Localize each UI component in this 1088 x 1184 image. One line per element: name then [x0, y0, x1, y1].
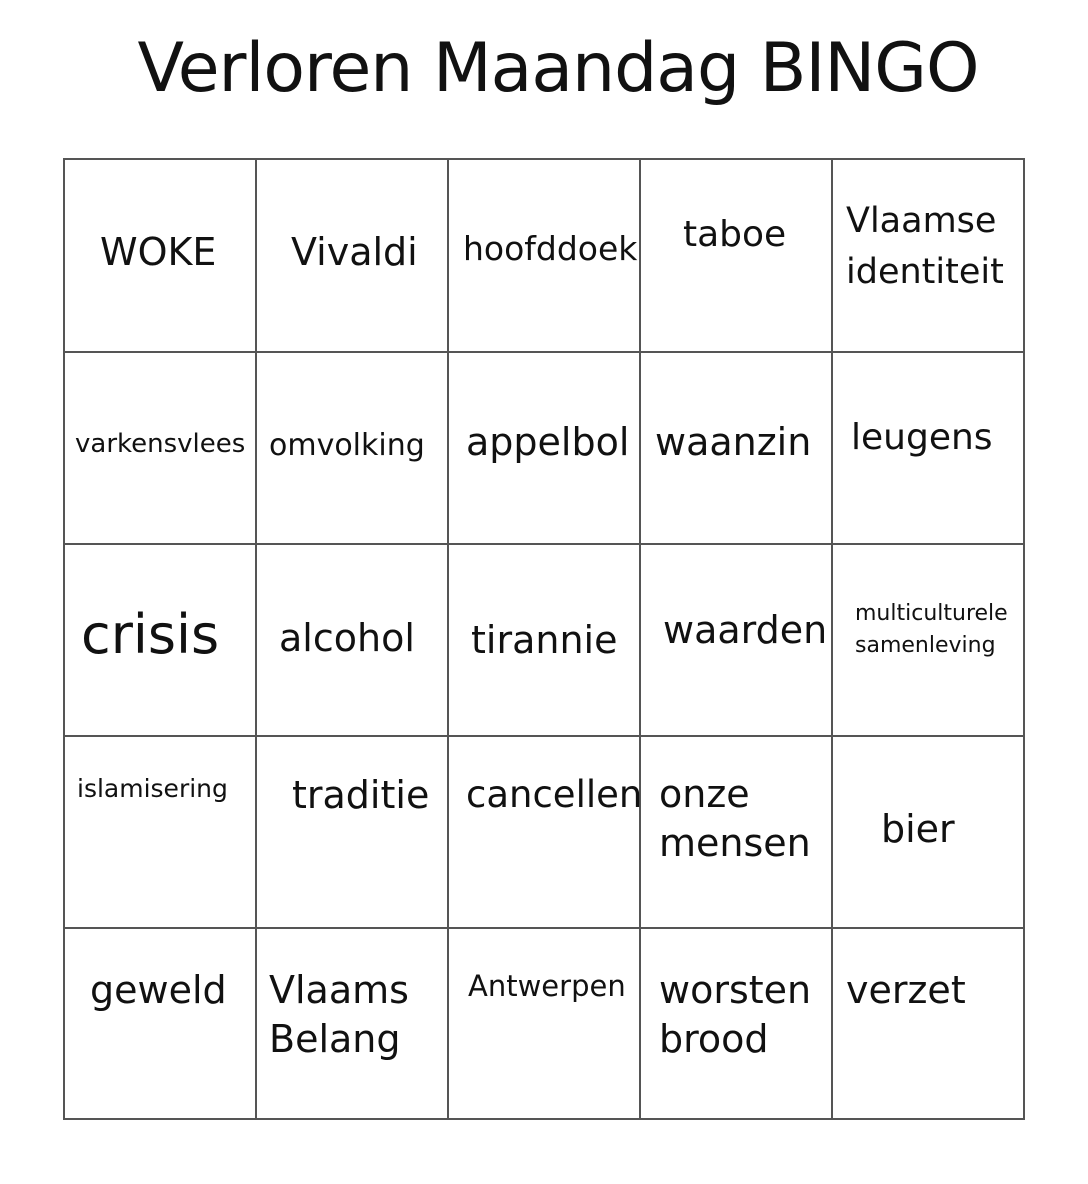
- grid-line: [255, 160, 257, 1118]
- bingo-cell-vlaamse-identiteit: Vlaamse identiteit: [846, 201, 1004, 292]
- bingo-cell-cancellen: cancellen: [466, 773, 643, 816]
- bingo-cell-onze-mensen: onze mensen: [659, 772, 811, 866]
- bingo-cell-tirannie: tirannie: [471, 618, 618, 662]
- grid-line: [65, 351, 1023, 353]
- bingo-cell-vlaams-belang: Vlaams Belang: [269, 968, 409, 1062]
- page-title: Verloren Maandag BINGO: [137, 29, 979, 108]
- bingo-cell-woke: WOKE: [100, 230, 217, 274]
- bingo-cell-waarden: waarden: [663, 608, 828, 652]
- bingo-cell-traditie: traditie: [292, 773, 430, 817]
- grid-line: [65, 735, 1023, 737]
- bingo-cell-bier: bier: [881, 807, 955, 851]
- bingo-cell-antwerpen: Antwerpen: [468, 969, 626, 1003]
- bingo-cell-varkensvlees: varkensvlees: [75, 429, 246, 459]
- bingo-cell-geweld: geweld: [90, 968, 227, 1012]
- bingo-cell-worsten-brood: worsten brood: [659, 968, 812, 1062]
- grid-line: [639, 160, 641, 1118]
- bingo-cell-multiculturele-samenleving: multiculturele samenleving: [855, 601, 1008, 658]
- bingo-cell-omvolking: omvolking: [269, 428, 425, 463]
- bingo-cell-alcohol: alcohol: [279, 616, 415, 660]
- bingo-cell-vivaldi: Vivaldi: [291, 230, 418, 274]
- grid-line: [65, 543, 1023, 545]
- bingo-cell-hoofddoek: hoofddoek: [463, 229, 638, 268]
- grid-line: [447, 160, 449, 1118]
- grid-line: [65, 927, 1023, 929]
- bingo-cell-appelbol: appelbol: [466, 420, 630, 464]
- bingo-cell-crisis: crisis: [81, 603, 220, 666]
- bingo-board: [63, 158, 1025, 1120]
- bingo-cell-verzet: verzet: [846, 968, 966, 1012]
- bingo-cell-islamisering: islamisering: [77, 774, 228, 803]
- bingo-cell-waanzin: waanzin: [655, 420, 812, 464]
- grid-line: [831, 160, 833, 1118]
- bingo-cell-taboe: taboe: [683, 214, 787, 255]
- bingo-cell-leugens: leugens: [851, 417, 993, 458]
